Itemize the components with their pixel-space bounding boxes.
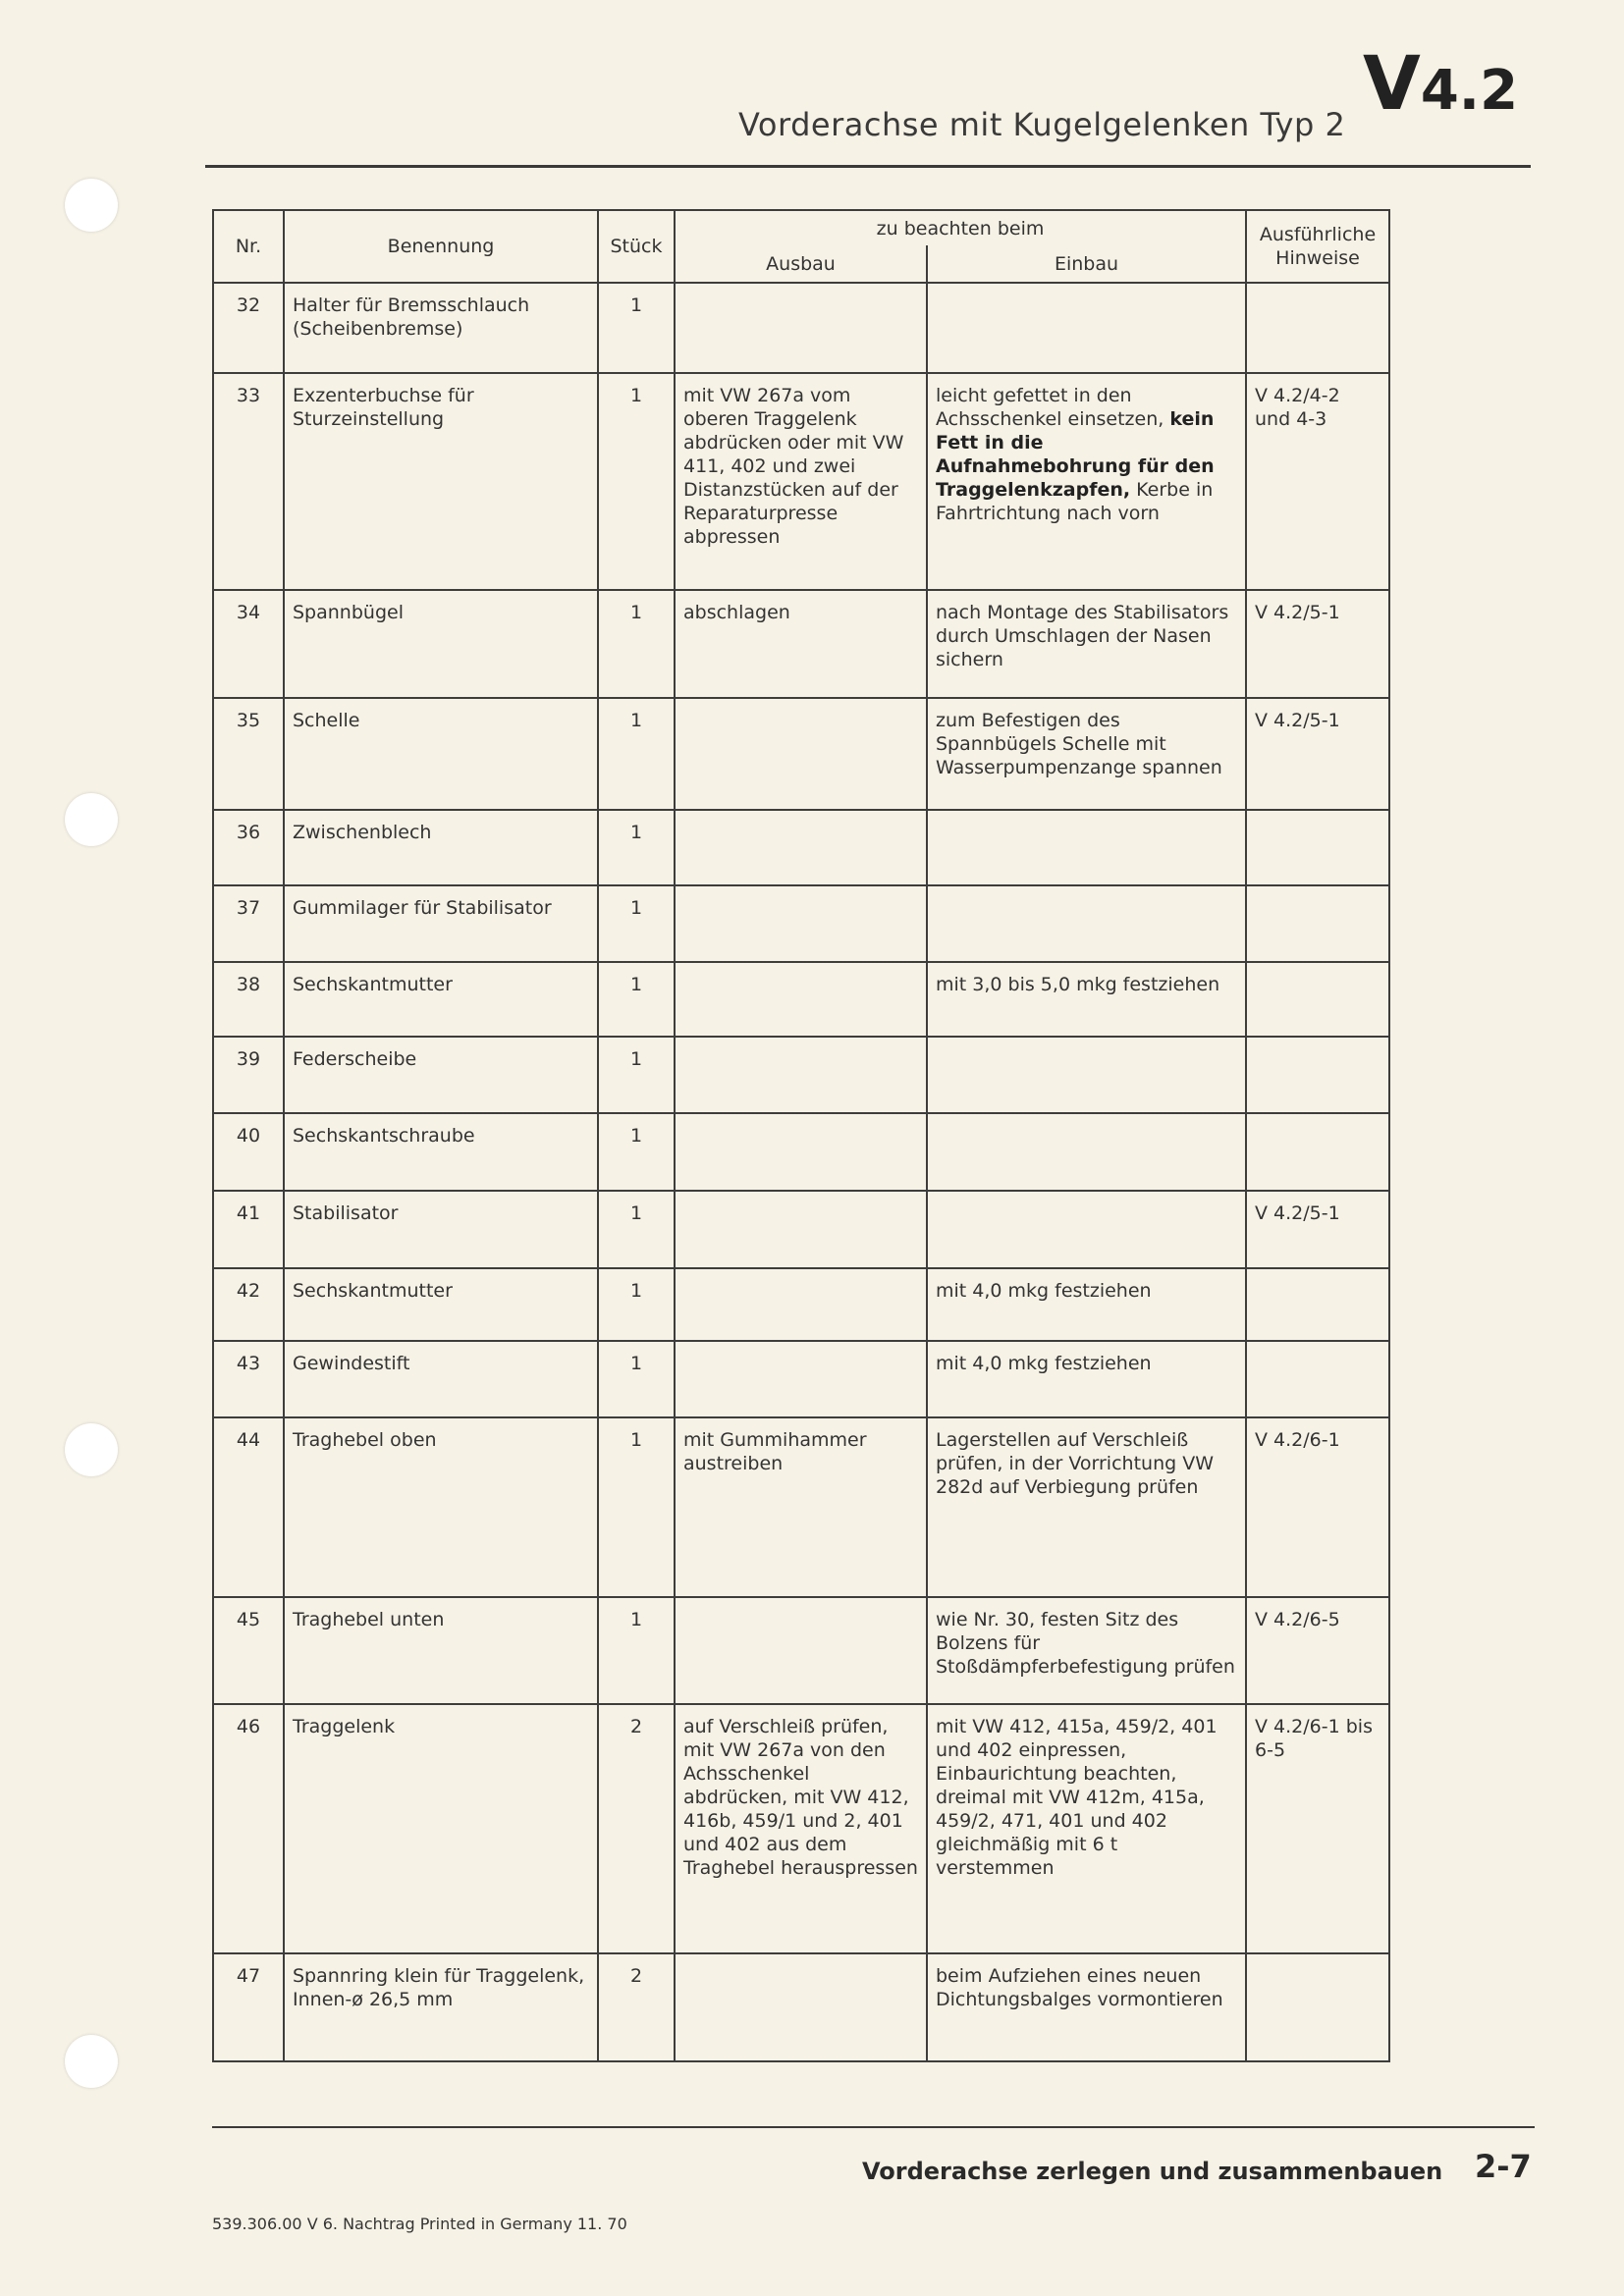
cell-einbau: [927, 283, 1246, 373]
footer-rule: [212, 2126, 1535, 2128]
col-header-einbau: Einbau: [927, 245, 1246, 283]
table-row: [213, 1341, 1389, 1417]
parts-table: [212, 209, 1390, 2062]
cell-benennung: Gewindestift: [284, 1341, 598, 1417]
cell-stueck: 1: [598, 283, 675, 373]
cell-hinweise: [1246, 962, 1389, 1037]
cell-benennung: Stabilisator: [284, 1191, 598, 1268]
cell-ausbau: [675, 1341, 927, 1417]
cell-einbau: [927, 1037, 1246, 1113]
cell-ausbau: [675, 885, 927, 962]
cell-einbau: [927, 885, 1246, 962]
cell-stueck: 1: [598, 1037, 675, 1113]
cell-stueck: 1: [598, 590, 675, 698]
cell-hinweise: V 4.2/6-1: [1246, 1417, 1389, 1597]
cell-benennung: Spannbügel: [284, 590, 598, 698]
cell-hinweise: [1246, 1037, 1389, 1113]
cell-ausbau: [675, 1191, 927, 1268]
col-header-benennung: Benennung: [284, 210, 598, 283]
table-row: [213, 962, 1389, 1037]
section-code-main: V: [1363, 39, 1421, 127]
cell-hinweise: [1246, 1268, 1389, 1341]
cell-nr: 45: [213, 1597, 284, 1704]
cell-ausbau: [675, 810, 927, 885]
cell-einbau: [927, 1113, 1246, 1191]
cell-stueck: 1: [598, 962, 675, 1037]
table-row: [213, 1037, 1389, 1113]
cell-benennung: Halter für Bremsschlauch (Scheibenbremse): [284, 283, 598, 373]
table-row: [213, 1191, 1389, 1268]
cell-hinweise: V 4.2/5-1: [1246, 698, 1389, 810]
header-rule: [205, 165, 1531, 168]
table-row: [213, 373, 1389, 590]
punch-hole: [65, 2035, 118, 2088]
col-header-group: zu beachten beim: [675, 210, 1246, 245]
cell-stueck: 1: [598, 1417, 675, 1597]
cell-stueck: 1: [598, 1597, 675, 1704]
cell-nr: 34: [213, 590, 284, 698]
cell-nr: 35: [213, 698, 284, 810]
cell-hinweise: [1246, 1113, 1389, 1191]
cell-einbau: nach Montage des Stabilisators durch Umschlagen der Nasen sichern: [927, 590, 1246, 698]
table-row: [213, 1597, 1389, 1704]
cell-stueck: 1: [598, 1268, 675, 1341]
cell-ausbau: [675, 1953, 927, 2061]
cell-benennung: Exzenterbuchse für Sturzeinstellung: [284, 373, 598, 590]
cell-nr: 33: [213, 373, 284, 590]
cell-einbau: mit VW 412, 415a, 459/2, 401 und 402 einpressen, Einbaurichtung beachten, dreimal mit VW 412m, 415a, 459/2, 471, 401 und 402 gleichmäßig mit 6 t verstemmen: [927, 1704, 1246, 1953]
cell-text: kein Fett in die Aufnahmebohrung für den Traggelenkzapfen,: [936, 408, 1215, 501]
table-row: [213, 1704, 1389, 1953]
cell-benennung: Spannring klein für Traggelenk, Innen-ø 26,5 mm: [284, 1953, 598, 2061]
cell-benennung: Traghebel oben: [284, 1417, 598, 1597]
punch-hole: [65, 1423, 118, 1476]
cell-stueck: 2: [598, 1953, 675, 2061]
cell-benennung: Schelle: [284, 698, 598, 810]
cell-nr: 46: [213, 1704, 284, 1953]
cell-nr: 43: [213, 1341, 284, 1417]
imprint: 539.306.00 V 6. Nachtrag Printed in Germany 11. 70: [212, 2215, 627, 2233]
cell-hinweise: [1246, 1953, 1389, 2061]
cell-benennung: Federscheibe: [284, 1037, 598, 1113]
cell-benennung: Traggelenk: [284, 1704, 598, 1953]
table-row: [213, 1268, 1389, 1341]
cell-einbau: mit 3,0 bis 5,0 mkg festziehen: [927, 962, 1246, 1037]
cell-hinweise: V 4.2/5-1: [1246, 590, 1389, 698]
cell-einbau: mit 4,0 mkg festziehen: [927, 1341, 1246, 1417]
cell-ausbau: [675, 1268, 927, 1341]
table-row: [213, 1113, 1389, 1191]
col-header-hinweise: Ausführliche Hinweise: [1246, 210, 1389, 283]
cell-benennung: Gummilager für Stabilisator: [284, 885, 598, 962]
cell-ausbau: abschlagen: [675, 590, 927, 698]
col-header-ausbau: Ausbau: [675, 245, 927, 283]
cell-einbau: [927, 1191, 1246, 1268]
cell-einbau: zum Befestigen des Spannbügels Schelle mit Wasserpumpenzange spannen: [927, 698, 1246, 810]
cell-nr: 36: [213, 810, 284, 885]
cell-hinweise: [1246, 1341, 1389, 1417]
cell-hinweise: [1246, 885, 1389, 962]
cell-nr: 37: [213, 885, 284, 962]
section-code-sub: 4.2: [1420, 59, 1519, 123]
cell-stueck: 1: [598, 698, 675, 810]
cell-text: leicht gefettet in den Achsschenkel einsetzen,: [936, 385, 1164, 430]
cell-hinweise: V 4.2/6-5: [1246, 1597, 1389, 1704]
cell-ausbau: mit Gummihammer austreiben: [675, 1417, 927, 1597]
table-row: [213, 1953, 1389, 2061]
cell-einbau: [927, 810, 1246, 885]
col-header-nr: Nr.: [213, 210, 284, 283]
cell-einbau: wie Nr. 30, festen Sitz des Bolzens für Stoßdämpferbefestigung prüfen: [927, 1597, 1246, 1704]
cell-nr: 47: [213, 1953, 284, 2061]
cell-ausbau: auf Verschleiß prüfen, mit VW 267a von den Achsschenkel abdrücken, mit VW 412, 416b, 459/1 und 2, 401 und 402 aus dem Traghebel herauspressen: [675, 1704, 927, 1953]
table-row: [213, 283, 1389, 373]
cell-nr: 42: [213, 1268, 284, 1341]
punch-hole: [65, 179, 118, 232]
punch-hole: [65, 793, 118, 846]
cell-ausbau: [675, 283, 927, 373]
cell-stueck: 1: [598, 1341, 675, 1417]
cell-stueck: 2: [598, 1704, 675, 1953]
cell-einbau: mit 4,0 mkg festziehen: [927, 1268, 1246, 1341]
cell-nr: 41: [213, 1191, 284, 1268]
cell-nr: 40: [213, 1113, 284, 1191]
cell-stueck: 1: [598, 885, 675, 962]
cell-benennung: Sechskantschraube: [284, 1113, 598, 1191]
col-header-stueck: Stück: [598, 210, 675, 283]
section-code: [1363, 39, 1518, 127]
cell-hinweise: V 4.2/4-2 und 4-3: [1246, 373, 1389, 590]
cell-nr: 38: [213, 962, 284, 1037]
cell-ausbau: [675, 1113, 927, 1191]
cell-benennung: Sechskantmutter: [284, 962, 598, 1037]
cell-ausbau: [675, 698, 927, 810]
cell-einbau: Lagerstellen auf Verschleiß prüfen, in der Vorrichtung VW 282d auf Verbiegung prüfen: [927, 1417, 1246, 1597]
cell-einbau: [927, 373, 1246, 590]
cell-benennung: Zwischenblech: [284, 810, 598, 885]
cell-benennung: Traghebel unten: [284, 1597, 598, 1704]
table-row: [213, 885, 1389, 962]
cell-stueck: 1: [598, 373, 675, 590]
table-row: [213, 810, 1389, 885]
table-row: [213, 698, 1389, 810]
cell-stueck: 1: [598, 810, 675, 885]
cell-einbau: beim Aufziehen eines neuen Dichtungsbalges vormontieren: [927, 1953, 1246, 2061]
cell-hinweise: V 4.2/5-1: [1246, 1191, 1389, 1268]
cell-nr: 32: [213, 283, 284, 373]
page-title: Vorderachse mit Kugelgelenken Typ 2: [738, 106, 1346, 143]
cell-hinweise: [1246, 810, 1389, 885]
cell-ausbau: [675, 1597, 927, 1704]
cell-nr: 39: [213, 1037, 284, 1113]
cell-ausbau: mit VW 267a vom oberen Traggelenk abdrücken oder mit VW 411, 402 und zwei Distanzstücken auf der Reparaturpresse abpressen: [675, 373, 927, 590]
cell-stueck: 1: [598, 1191, 675, 1268]
table-row: [213, 1417, 1389, 1597]
table-row: [213, 590, 1389, 698]
cell-text: Kerbe in Fahrtrichtung nach vorn: [936, 479, 1214, 524]
footer-title: Vorderachse zerlegen und zusammenbauen: [862, 2158, 1443, 2185]
cell-ausbau: [675, 1037, 927, 1113]
cell-stueck: 1: [598, 1113, 675, 1191]
cell-hinweise: [1246, 283, 1389, 373]
page-number: 2-7: [1475, 2148, 1532, 2185]
cell-ausbau: [675, 962, 927, 1037]
cell-hinweise: V 4.2/6-1 bis 6-5: [1246, 1704, 1389, 1953]
cell-nr: 44: [213, 1417, 284, 1597]
cell-benennung: Sechskantmutter: [284, 1268, 598, 1341]
